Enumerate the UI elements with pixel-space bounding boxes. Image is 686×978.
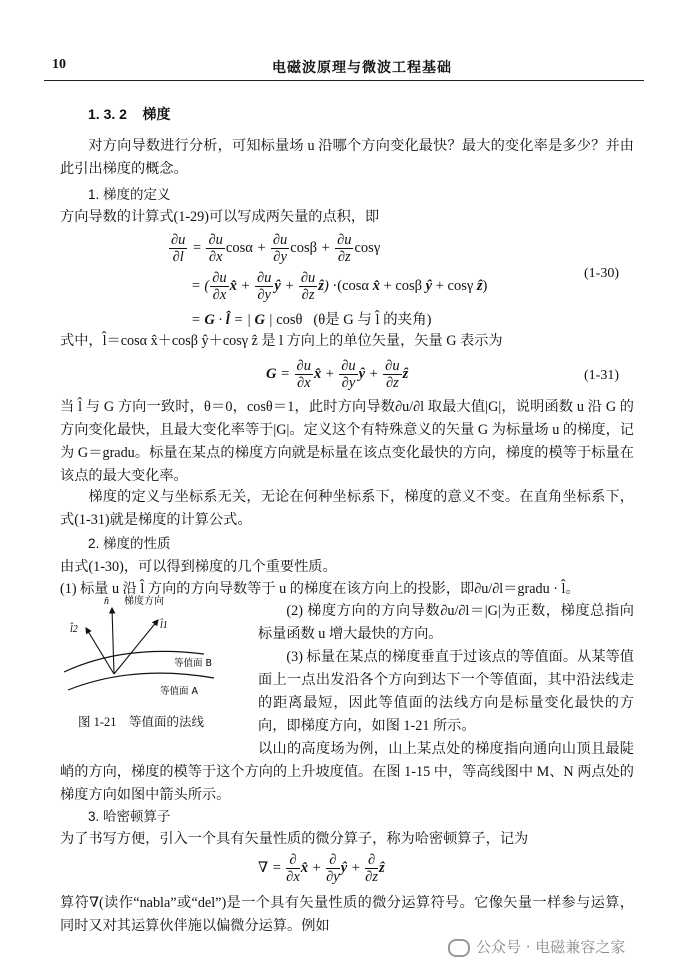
figure-caption: 图 1-21 等值面的法线 — [78, 715, 205, 729]
label-l2: l̂2 — [70, 624, 78, 635]
subheading-properties: 2. 梯度的性质 — [88, 536, 171, 551]
label-surface-a: 等值面 A — [160, 686, 199, 697]
equation-1-30-line3: = G · l̂ = | G | cosθ (θ是 G 与 l̂ 的夹角) — [191, 312, 432, 328]
figure-equivalue-surface-normal — [64, 594, 248, 714]
l1-arrow — [114, 620, 158, 674]
normal-arrow — [112, 608, 114, 674]
section-number: 1. 3. 2 — [88, 106, 127, 122]
equation-1-30-number: (1-30) — [584, 266, 619, 281]
section-heading — [88, 103, 170, 125]
equation-1-30-line2: = ( $\frac{\partial u}{\partial x}$ x̂ + $\frac{\partial u}{\partial y}$ ŷ + $\frac{\partial u}{\partial z}$ ẑ) ·(cosα x̂ + cosβ ŷ + cosγ ẑ) — [191, 270, 488, 303]
label-l1: l̂1 — [160, 620, 168, 631]
paragraph-gradient-definition: 当 l̂ 与 G 方向一致时，θ＝0，cosθ＝1，此时方向导数∂u/∂l 取最大值|G|，说明函数 u 沿 G 的方向变化最快，且最大变化率等于|G|。定义这个有特殊意义的矢量 G 为标量场 u 的梯度，记为 G＝gradu。标量在某点的梯度方向就是标量在该点变化最快的方向，梯度的模等于标量在该点的最大变化率。 — [60, 399, 634, 484]
equation-nabla: ∇ = $\frac{\partial}{\partial x}$ x̂ + $\frac{\partial}{\partial y}$ ŷ + $\frac{\partial}{\partial z}$ ẑ — [258, 852, 385, 885]
paragraph-properties-intro: 由式(1-30)，可以得到梯度的几个重要性质。 — [60, 559, 337, 575]
equation-1-30-note: (θ是 G 与 l̂ 的夹角) — [313, 312, 432, 328]
paragraph-unit-vector: 式中，l̂＝cosα x̂＋cosβ ŷ＋cosγ ẑ 是 l 方向上的单位矢量，矢量 G 表示为 — [60, 333, 503, 349]
paragraph-mountain-example: 以山的高度场为例，山上某点处的梯度指向通向山顶且最陡峭的方向，梯度的模等于这个方向的上升坡度值。在图 1-15 中，等高线图中 M、N 两点处的梯度方向如图中箭头所示。 — [60, 741, 634, 803]
subheading-hamilton: 3. 哈密顿算子 — [88, 809, 171, 824]
watermark — [448, 936, 625, 957]
equation-1-31-number: (1-31) — [584, 368, 619, 383]
intro-paragraph: 对方向导数进行分析，可知标量场 u 沿哪个方向变化最快？最大的变化率是多少？并由此引出梯度的概念。 — [60, 138, 634, 177]
header-rule — [44, 80, 644, 81]
subheading-definition: 1. 梯度的定义 — [88, 187, 171, 202]
section-title: 梯度 — [142, 106, 171, 122]
equation-1-30-line1: $\frac{\partial u}{\partial l}$ = $\frac{\partial u}{\partial x}$ cosα + $\frac{\partial u}{\partial y}$ cosβ + $\frac{\partial u}{\partial z}$ cosγ — [171, 232, 381, 265]
label-n: n̂ — [104, 596, 109, 607]
property-1: (1) 标量 u 沿 l̂ 方向的方向导数等于 u 的梯度在该方向上的投影，即∂u/∂l＝gradu · l̂。 — [60, 581, 580, 597]
paragraph-nabla-description: 算符∇(读作“nabla”或“del”)是一个具有矢量性质的微分运算符号。它像矢量一样参与运算，同时又对其运算伙伴施以偏微分运算。例如 — [60, 895, 634, 934]
property-3: (3) 标量在某点的梯度垂直于过该点的等值面。从某等值面上一点出发沿各个方向到达下一个等值面，其中沿法线走的距离最短，因此等值面的法线方向是标量变化最快的方向，即梯度方向，如图 1-21 所示。 — [258, 649, 634, 734]
page-number: 10 — [52, 57, 66, 72]
property-2: (2) 梯度方向的方向导数∂u/∂l＝|G|为正数，梯度总指向标量函数 u 增大最快的方向。 — [258, 603, 634, 642]
running-title: 电磁波原理与微波工程基础 — [272, 61, 452, 76]
label-surface-b: 等值面 B — [174, 658, 213, 669]
l2-arrow — [86, 628, 114, 674]
paragraph-dot-product: 方向导数的计算式(1-29)可以写成两矢量的点积，即 — [60, 209, 380, 225]
paragraph-coordinate-independence: 梯度的定义与坐标系无关，无论在何种坐标系下，梯度的意义不变。在直角坐标系下，式(1-31)就是梯度的计算公式。 — [60, 489, 634, 528]
watermark-text: 公众号 · 电磁兼容之家 — [476, 938, 626, 956]
label-gradient-direction: 梯度方向 — [124, 596, 164, 607]
wechat-icon — [448, 939, 470, 957]
paragraph-hamilton-intro: 为了书写方便，引入一个具有矢量性质的微分算子，称为哈密顿算子，记为 — [60, 831, 529, 847]
equation-1-31: G = $\frac{\partial u}{\partial x}$ x̂ + $\frac{\partial u}{\partial y}$ ŷ + $\frac{\partial u}{\partial z}$ ẑ — [266, 358, 409, 391]
